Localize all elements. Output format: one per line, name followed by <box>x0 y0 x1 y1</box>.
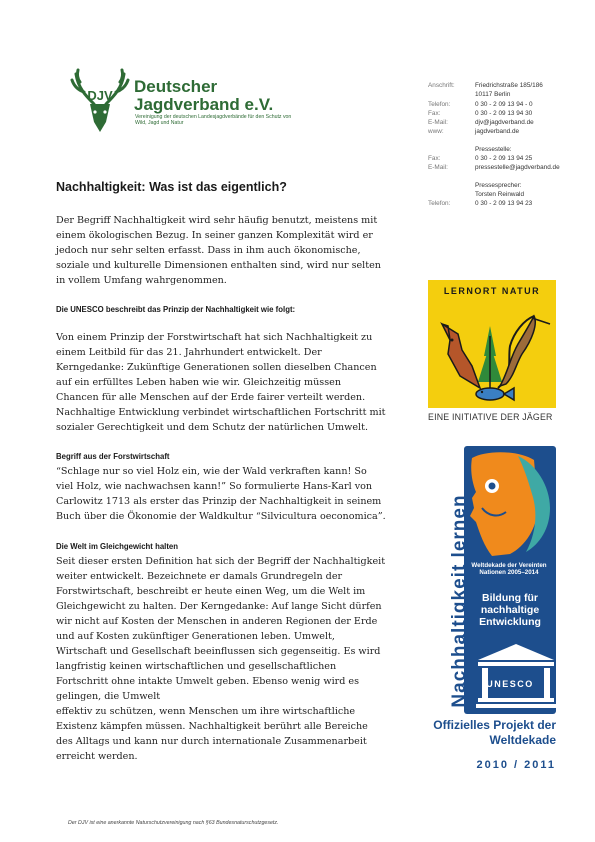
decade-vertical-title: Nachhaltigkeit lernen <box>449 494 470 708</box>
address-line2: 10117 Berlin <box>475 91 511 99</box>
section1-paragraph: Von einem Prinzip der Forstwirtschaft hat sich Nachhaltigkeit zu einem Leitbild für das 21. Jahrhundert entwickelt. Der Kerngedanke: Zukünftige Generationen sollen dieselben Chancen auf ein erfülltes Leben haben wie wir. Gleichzeitig müssen Chancen für alle Menschen auf der Erde fairer verteilt werden. Nachhaltige Entwicklung verbindet wirtschaftlichen Fortschritt mit sozialer Gerechtigkeit und dem Schutz der natürlichen Umwelt. <box>56 332 386 433</box>
section2-paragraph: “Schlage nur so viel Holz ein, wie der Wald verkraften kann! So viel Holz, wie nachwachsen kann!” So formulierte Hans-Karl von Carlowitz 1713 als erster das Prinzip der Nachhaltigkeit in seinem Buch über die Ökonomie der Waldkultur “Silvicultura oeconomica”. <box>56 466 386 522</box>
logo-title-line1: Deutscher <box>134 77 218 96</box>
section3-continuation: effektiv zu schützen, wenn Menschen um ihre wirtschaftliche Existenz kämpfen müssen. Nachhaltigkeit berührt alle Bereiche des Alltags und kann nur durch internationale Zusammenarbeit erreicht werden. <box>56 706 368 762</box>
phone-value: 0 30 - 2 09 13 94 - 0 <box>475 100 533 108</box>
section3-paragraph: Seit dieser ersten Definition hat sich der Begriff der Nachhaltigkeit weiter entwickelt. Bezeichnete er damals Grundregeln der Forstwirtschaft, beschreibt er heute einen Weg, um die Welt im Gleichgewicht zu halten. Der Kerngedanke: Auf lange Sicht dürfen wir nicht auf Kosten der Menschen in anderen Regionen der Erde und auf Kosten zukünftiger Generationen leben. Umwelt, Wirtschaft und Gesellschaft beeinflussen sich gegenseitig. Es wird langfristig keinen wirtschaftlichen und gesellschaftlichen Fortschritt ohne intakte Umwelt geben. Ebenso wenig wird es gelingen, die Umwelt <box>56 556 386 702</box>
section2-heading: Begriff aus der Forstwirtschaft <box>56 452 170 461</box>
logo-subtitle: Vereinigung der deutschen Landesjagdverbände für den Schutz von Wild, Jagd und Natur <box>135 114 292 127</box>
spokesperson-phone-label: Telefon: <box>428 200 451 208</box>
intro-paragraph: Der Begriff Nachhaltigkeit wird sehr häufig benutzt, meistens mit einem ökologischen Bezug. In seiner ganzen Komplexität wird er jedoch nur sehr selten erfasst. Dass in ihm auch ökonomische, soziale und kulturelle Dimensionen enthalten sind, wird nur selten in vollem Umfang wahrgenommen. <box>56 215 381 286</box>
web-label: www: <box>428 128 444 136</box>
press-email-label: E-Mail: <box>428 164 448 172</box>
decade-project: Offizielles Projekt der Weltdekade <box>433 718 556 747</box>
email-value[interactable]: djv@jagdverband.de <box>475 119 534 127</box>
djv-abbreviation: DJV <box>87 88 113 103</box>
web-value[interactable]: jagdverband.de <box>475 128 520 136</box>
address-line1: Friedrichstraße 185/186 <box>475 82 543 89</box>
footer-note: Der DJV ist eine anerkannte Naturschutzvereinigung nach §63 Bundesnaturschutzgesetz. <box>68 820 279 826</box>
logo-title <box>134 78 324 114</box>
spokesperson-name: Torsten Reinwald <box>475 190 525 198</box>
spokesperson-heading: Pressesprecher: <box>475 181 522 189</box>
phone-label: Telefon: <box>428 100 451 108</box>
press-fax-label: Fax: <box>428 155 441 163</box>
section3-heading: Die Welt im Gleichgewicht halten <box>56 542 179 551</box>
fox-tree-bird-fish-icon <box>428 296 556 408</box>
decade-years: 2010 / 2011 <box>476 759 556 771</box>
unesco-label: UNESCO <box>486 679 534 689</box>
press-office-heading: Pressestelle: <box>475 145 512 153</box>
spokesperson-phone-value: 0 30 - 2 09 13 94 23 <box>475 200 533 208</box>
logo-title-line2: Jagdverband e.V. <box>134 95 274 114</box>
email-label: E-Mail: <box>428 119 448 127</box>
lernort-caption: EINE INITIATIVE DER JÄGER <box>428 412 553 422</box>
contact-block <box>428 81 588 209</box>
section1-heading: Die UNESCO beschreibt das Prinzip der Nachhaltigkeit wie folgt: <box>56 305 296 314</box>
decade-subtitle: Weltdekade der Vereinten Nationen 2005–2014 <box>471 562 547 577</box>
page-title: Nachhaltigkeit: Was ist das eigentlich? <box>56 180 287 194</box>
press-email-value[interactable]: pressestelle@jagdverband.de <box>475 164 560 172</box>
lernort-title: LERNORT NATUR <box>443 286 541 296</box>
address-label: Anschrift: <box>428 82 455 89</box>
fax-value: 0 30 - 2 09 13 94 30 <box>475 109 533 117</box>
decade-bildung: Bildung für nachhaltige Entwicklung <box>479 592 541 628</box>
press-fax-value: 0 30 - 2 09 13 94 25 <box>475 155 533 163</box>
fax-label: Fax: <box>428 109 441 117</box>
